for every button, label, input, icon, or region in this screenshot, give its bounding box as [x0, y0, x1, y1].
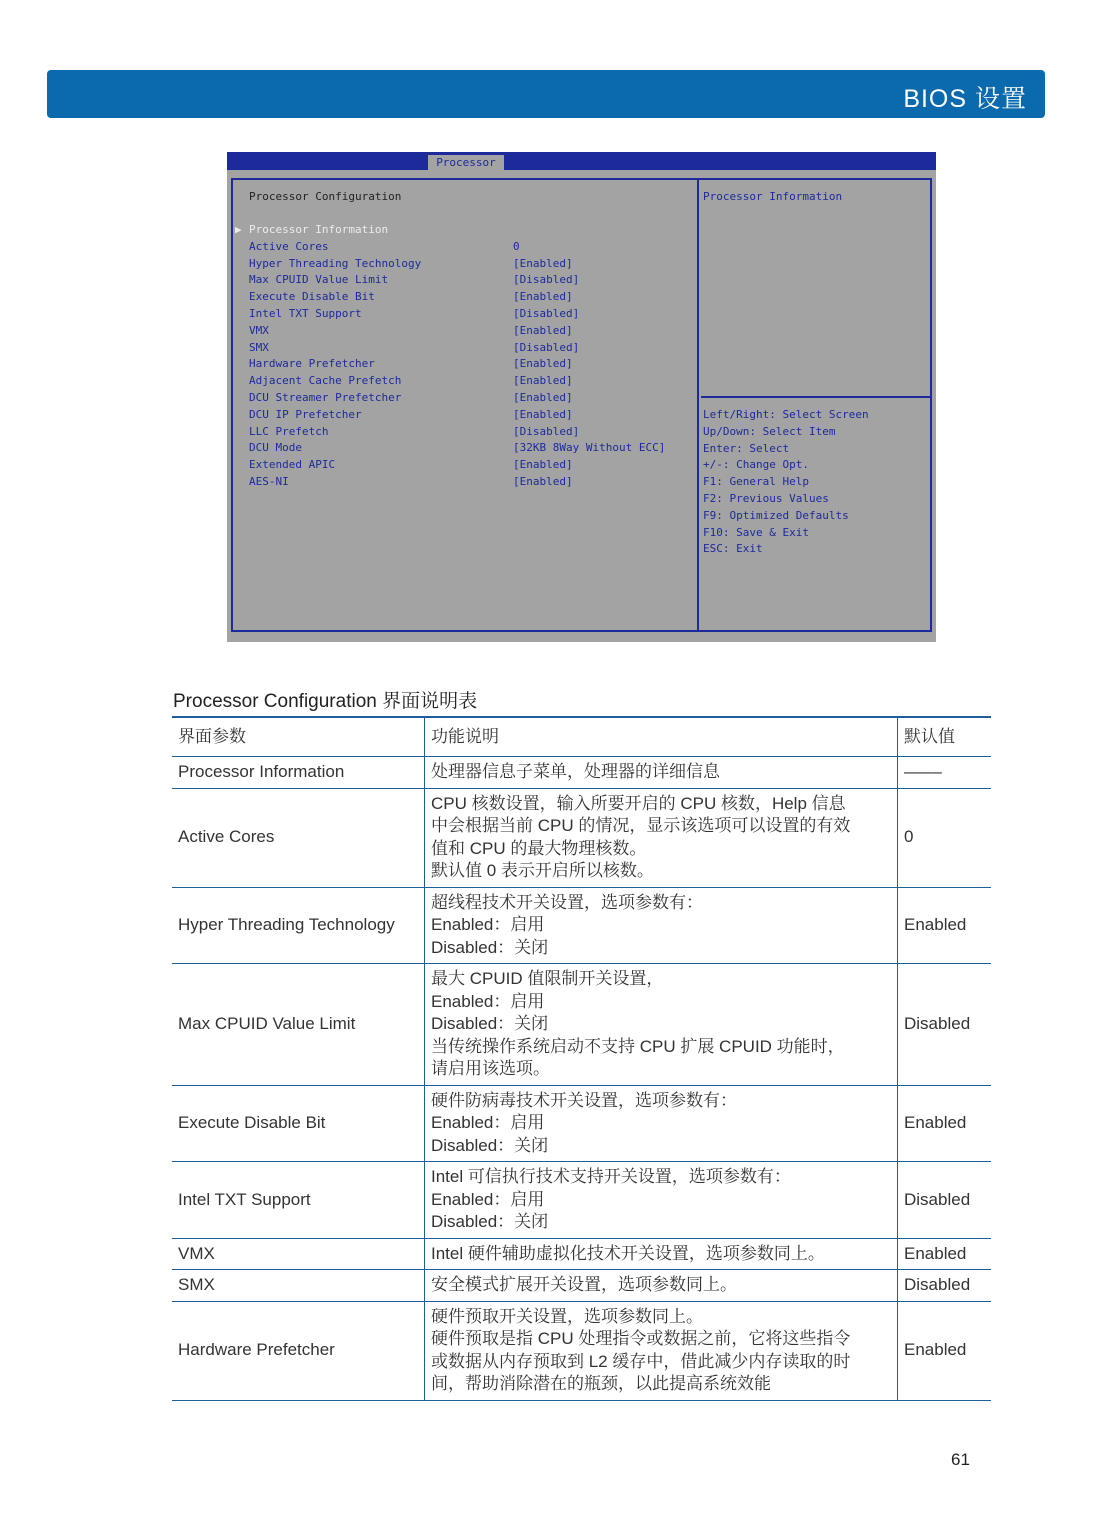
bios-item-value: [Enabled] — [513, 256, 573, 270]
desc-cell — [425, 887, 898, 964]
bios-key-hint: ESC: Exit — [703, 542, 763, 556]
header-desc: 功能说明 — [425, 717, 898, 757]
bios-help-title: Processor Information — [703, 190, 843, 203]
desc-cell — [425, 1270, 898, 1302]
table-row — [172, 1301, 991, 1400]
bios-item-label: DCU IP Prefetcher — [249, 407, 362, 421]
bios-menu-item[interactable] — [249, 290, 689, 307]
bios-item-label: Hyper Threading Technology — [249, 256, 422, 270]
bios-item-value: [Enabled] — [513, 290, 573, 304]
selection-arrow-icon: ▶ — [235, 223, 242, 236]
table-row — [172, 757, 991, 789]
bios-menu-item[interactable] — [249, 273, 689, 290]
param-cell: Intel TXT Support — [172, 1162, 425, 1239]
bios-item-value: [Enabled] — [513, 390, 573, 404]
bios-item-value: [Enabled] — [513, 458, 573, 472]
desc-line: 硬件预取开关设置，选项参数同上。 — [431, 1306, 703, 1326]
table-row — [172, 1085, 991, 1162]
desc-line: 硬件预取是指 CPU 处理指令或数据之前，它将这些指令 — [431, 1329, 851, 1348]
bios-item-value: [Disabled] — [513, 273, 580, 287]
bios-menu-item[interactable] — [249, 324, 689, 341]
desc-line: 超线程技术开关设置，选项参数有： — [431, 892, 703, 912]
bios-screenshot — [227, 152, 936, 642]
bios-item-value: [Disabled] — [513, 306, 580, 320]
default-cell: 0 — [898, 788, 992, 887]
bios-item-label: Adjacent Cache Prefetch — [249, 374, 402, 388]
desc-line: 处理器信息子菜单，处理器的详细信息 — [431, 762, 720, 781]
bios-menu-item[interactable] — [249, 475, 689, 492]
desc-line: 硬件防病毒技术开关设置，选项参数有： — [431, 1090, 737, 1110]
desc-line: 最大 CPUID 值限制开关设置， — [431, 969, 664, 988]
bios-item-label: LLC Prefetch — [249, 424, 329, 438]
bios-menu-item[interactable] — [249, 391, 689, 408]
bios-item-value: [Enabled] — [513, 374, 573, 388]
default-cell: –––– — [898, 757, 992, 789]
bios-menu-item[interactable] — [249, 425, 689, 442]
bios-item-label: AES-NI — [249, 474, 289, 488]
desc-line: Disabled：关闭 — [431, 1212, 549, 1231]
default-cell: Enabled — [898, 1238, 992, 1270]
bios-menu-item[interactable] — [249, 357, 689, 374]
desc-line: 安全模式扩展开关设置，选项参数同上。 — [431, 1275, 737, 1294]
desc-line: 请启用该选项。 — [431, 1059, 550, 1078]
bios-menu-item[interactable] — [249, 307, 689, 324]
bios-key-hint: Up/Down: Select Item — [703, 424, 836, 438]
desc-line: Enabled：启用 — [431, 915, 545, 934]
bios-item-value: [Disabled] — [513, 424, 580, 438]
bios-item-label: Hardware Prefetcher — [249, 357, 375, 371]
bios-key-hint: Enter: Select — [703, 441, 790, 455]
desc-line: CPU 核数设置，输入所要开启的 CPU 核数，Help 信息 — [431, 793, 846, 813]
param-cell: VMX — [172, 1238, 425, 1270]
desc-line: 或数据从内存预取到 L2 缓存中，借此减少内存读取的时 — [431, 1351, 851, 1371]
bios-item-label: VMX — [249, 323, 269, 337]
bios-item-label: Execute Disable Bit — [249, 290, 375, 304]
bios-item-value: [Disabled] — [513, 340, 580, 354]
table-row — [172, 1270, 991, 1302]
param-cell: Active Cores — [172, 788, 425, 887]
param-cell: Max CPUID Value Limit — [172, 964, 425, 1086]
table-row — [172, 887, 991, 964]
default-cell: Disabled — [898, 1162, 992, 1239]
desc-line: Intel 硬件辅助虚拟化技术开关设置，选项参数同上。 — [431, 1243, 825, 1263]
desc-line: Intel 可信执行技术支持开关设置，选项参数有： — [431, 1167, 791, 1186]
bios-menu-item[interactable] — [249, 341, 689, 358]
default-cell: Enabled — [898, 887, 992, 964]
bios-menu-list — [235, 223, 689, 492]
desc-cell — [425, 1162, 898, 1239]
bios-menu-item[interactable] — [249, 374, 689, 391]
desc-cell — [425, 964, 898, 1086]
bios-help-divider — [701, 396, 930, 398]
bios-divider — [697, 178, 699, 632]
desc-cell — [425, 788, 898, 887]
bios-key-hint: F1: General Help — [703, 475, 809, 489]
bios-top-bar — [227, 152, 936, 170]
bios-menu-item[interactable] — [249, 257, 689, 274]
desc-line: 当传统操作系统启动不支持 CPU 扩展 CPUID 功能时， — [431, 1036, 845, 1056]
param-cell: SMX — [172, 1270, 425, 1302]
param-cell: Processor Information — [172, 757, 425, 789]
desc-line: Enabled：启用 — [431, 1113, 545, 1132]
header-default: 默认值 — [898, 717, 992, 757]
desc-line: 默认值 0 表示开启所以核数。 — [431, 861, 654, 880]
desc-line: 中会根据当前 CPU 的情况，显示该选项可以设置的有效 — [431, 816, 851, 835]
bios-tab-processor: Processor — [428, 155, 504, 170]
bios-section-title: Processor Configuration — [249, 190, 402, 203]
desc-line: Disabled：关闭 — [431, 937, 549, 957]
desc-line: Disabled：关闭 — [431, 1135, 549, 1155]
bios-item-value: [Enabled] — [513, 407, 573, 421]
bios-key-help — [703, 408, 869, 559]
bios-item-label: DCU Mode — [249, 441, 302, 455]
table-header-row — [172, 717, 991, 757]
page-number: 61 — [951, 1450, 970, 1469]
param-cell: Execute Disable Bit — [172, 1085, 425, 1162]
bios-item-value: [32KB 8Way Without ECC] — [513, 441, 666, 455]
bios-key-hint: Left/Right: Select Screen — [703, 408, 869, 421]
bios-item-label: Extended APIC — [249, 458, 336, 472]
default-cell: Enabled — [898, 1085, 992, 1162]
desc-line: 间，帮助消除潜在的瓶颈，以此提高系统效能 — [431, 1374, 771, 1393]
bios-item-label: Max CPUID Value Limit — [249, 273, 389, 287]
bios-menu-item[interactable] — [249, 240, 689, 257]
bios-item-value: 0 — [513, 239, 520, 253]
bios-item-label: DCU Streamer Prefetcher — [249, 390, 402, 404]
bios-menu-item[interactable] — [249, 408, 689, 425]
desc-cell — [425, 757, 898, 789]
desc-cell — [425, 1085, 898, 1162]
table-row — [172, 788, 991, 887]
bios-key-hint: F2: Previous Values — [703, 491, 829, 505]
bios-menu-item[interactable] — [235, 223, 689, 240]
desc-line: 值和 CPU 的最大物理核数。 — [431, 838, 647, 858]
desc-line: Enabled：启用 — [431, 991, 545, 1011]
bios-menu-item[interactable] — [249, 458, 689, 475]
table-title: Processor Configuration 界面说明表 — [173, 691, 478, 712]
desc-line: Disabled：关闭 — [431, 1014, 549, 1033]
bios-key-hint: F9: Optimized Defaults — [703, 508, 849, 522]
bios-menu-item[interactable] — [249, 441, 689, 458]
desc-cell — [425, 1301, 898, 1400]
desc-cell — [425, 1238, 898, 1270]
default-cell: Disabled — [898, 964, 992, 1086]
bios-item-label: Active Cores — [249, 239, 329, 253]
param-cell: Hardware Prefetcher — [172, 1301, 425, 1400]
default-cell: Enabled — [898, 1301, 992, 1400]
desc-line: Enabled：启用 — [431, 1189, 545, 1209]
bios-item-value: [Enabled] — [513, 323, 573, 337]
bios-item-label: SMX — [249, 340, 269, 354]
header-title: BIOS 设置 — [903, 85, 1027, 113]
bios-item-label: Intel TXT Support — [249, 306, 362, 320]
parameter-table — [172, 716, 991, 1401]
default-cell: Disabled — [898, 1270, 992, 1302]
table-row — [172, 1238, 991, 1270]
param-cell: Hyper Threading Technology — [172, 887, 425, 964]
bios-item-label: Processor Information — [249, 223, 389, 236]
bios-item-value: [Enabled] — [513, 357, 573, 371]
table-row — [172, 964, 991, 1086]
bios-key-hint: F10: Save & Exit — [703, 525, 809, 539]
bios-item-value: [Enabled] — [513, 474, 573, 488]
header-bar — [47, 70, 1045, 118]
header-param: 界面参数 — [172, 717, 425, 757]
bios-key-hint: +/-: Change Opt. — [703, 458, 809, 472]
table-row — [172, 1162, 991, 1239]
